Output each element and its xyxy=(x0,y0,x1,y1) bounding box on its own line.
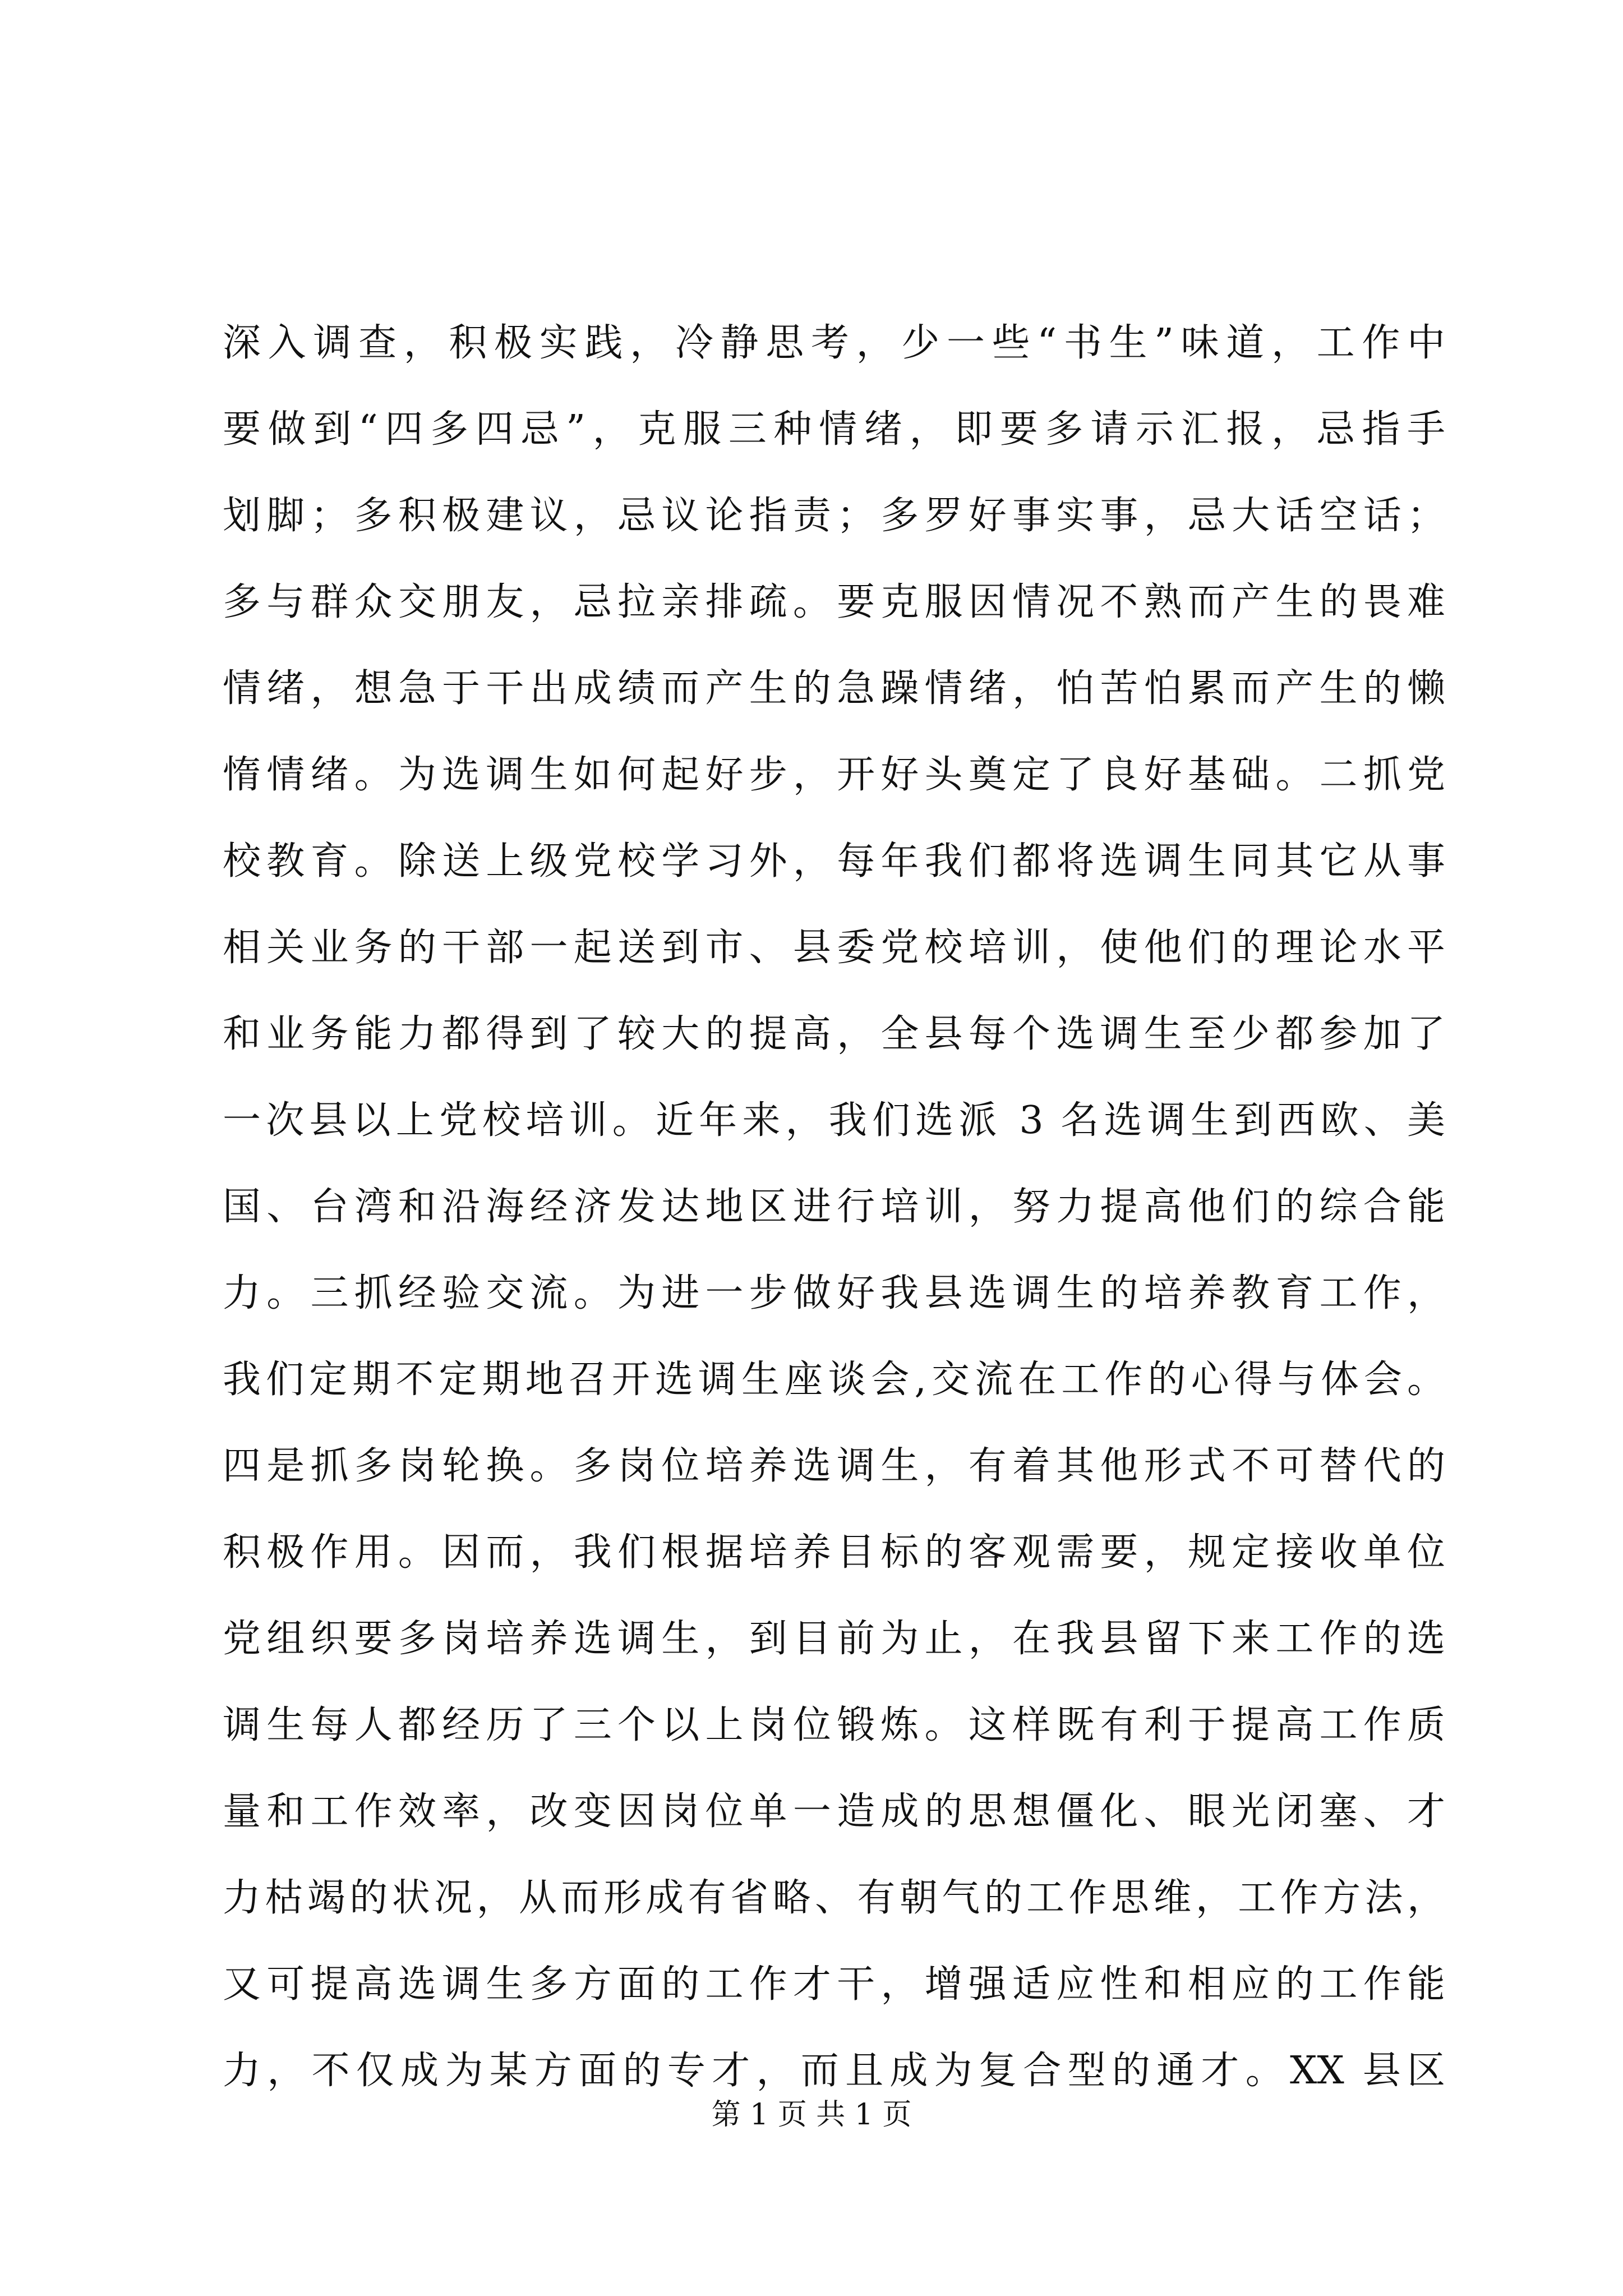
page-number-footer: 第 1 页 共 1 页 xyxy=(711,2098,912,2132)
text-line: 划脚；多积极建议，忌议论指责；多罗好事实事，忌大话空话； xyxy=(223,494,1445,538)
text-line: 又可提高选调生多方面的工作才干，增强适应性和相应的工作能 xyxy=(223,1962,1445,2007)
text-line: 多与群众交朋友，忌拉亲排疏。要克服因情况不熟而产生的畏难 xyxy=(223,580,1445,624)
text-line: 力。三抓经验交流。为进一步做好我县选调生的培养教育工作， xyxy=(223,1271,1445,1315)
text-line: 调生每人都经历了三个以上岗位锻炼。这样既有利于提高工作质 xyxy=(223,1703,1445,1747)
text-line: 党组织要多岗培养选调生，到目前为止，在我县留下来工作的选 xyxy=(223,1617,1445,1661)
text-line: 深入调查，积极实践，冷静思考，少一些“书生”味道，工作中 xyxy=(223,321,1445,365)
text-line: 要做到“四多四忌”，克服三种情绪，即要多请示汇报，忌指手 xyxy=(223,407,1445,452)
text-line: 力枯竭的状况，从而形成有省略、有朝气的工作思维，工作方法， xyxy=(223,1876,1445,1920)
text-line: 校教育。除送上级党校学习外，每年我们都将选调生同其它从事 xyxy=(223,839,1445,884)
text-line: 惰情绪。为选调生如何起好步，开好头奠定了良好基础。二抓党 xyxy=(223,753,1445,797)
body-text xyxy=(223,300,1445,2114)
text-line: 情绪，想急于干出成绩而产生的急躁情绪，怕苦怕累而产生的懒 xyxy=(223,666,1445,711)
text-line: 四是抓多岗轮换。多岗位培养选调生，有着其他形式不可替代的 xyxy=(223,1444,1445,1488)
text-line: 力，不仅成为某方面的专才，而且成为复合型的通才。XX 县区 xyxy=(223,2049,1445,2093)
text-line: 我们定期不定期地召开选调生座谈会,交流在工作的心得与体会。 xyxy=(223,1358,1445,1402)
text-line: 积极作用。因而，我们根据培养目标的客观需要，规定接收单位 xyxy=(223,1530,1445,1575)
text-line: 国、台湾和沿海经济发达地区进行培训，努力提高他们的综合能 xyxy=(223,1185,1445,1229)
text-line: 相关业务的干部一起送到市、县委党校培训，使他们的理论水平 xyxy=(223,926,1445,970)
text-line: 一次县以上党校培训。近年来，我们选派 3 名选调生到西欧、美 xyxy=(223,1098,1445,1143)
text-line: 量和工作效率，改变因岗位单一造成的思想僵化、眼光闭塞、才 xyxy=(223,1789,1445,1834)
text-line: 和业务能力都得到了较大的提高，全县每个选调生至少都参加了 xyxy=(223,1012,1445,1056)
